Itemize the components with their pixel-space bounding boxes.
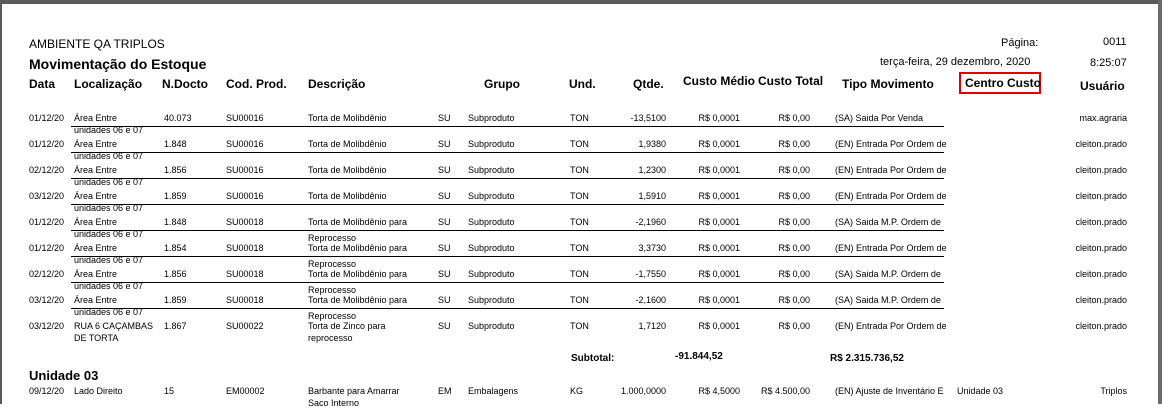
- cell-codprod: SU00018: [226, 217, 264, 227]
- cell-descricao-line2: Saco Interno: [308, 398, 360, 408]
- cell-custo-medio: R$ 0,0001: [698, 113, 740, 123]
- cell-custo-total: R$ 0,00: [778, 217, 810, 227]
- cell-localizacao-line2: unidades 06 e 07: [74, 281, 144, 291]
- cell-tipo-movimento: (EN) Entrada Por Ordem de: [835, 165, 947, 175]
- cell-usuario: cleiton.prado: [1075, 217, 1127, 227]
- page-number: 0011: [1103, 36, 1127, 48]
- cell-custo-medio: R$ 0,0001: [698, 269, 740, 279]
- cell-tipo-movimento: (EN) Ajuste de Inventário E: [835, 386, 944, 396]
- cell-qtde: -2,1960: [635, 217, 666, 227]
- cell-usuario: cleiton.prado: [1075, 295, 1127, 305]
- cell-tipo-movimento: (SA) Saida M.P. Ordem de: [835, 217, 941, 227]
- cell-localizacao: Área Entre: [74, 217, 118, 227]
- cell-data: 01/12/20: [29, 139, 65, 149]
- cell-tipo-movimento: (EN) Entrada Por Ordem de: [835, 243, 947, 253]
- cell-und: TON: [570, 217, 589, 227]
- cell-codprod: SU00018: [226, 295, 264, 305]
- cell-localizacao-line2: unidades 06 e 07: [74, 255, 144, 265]
- cell-qtde: -13,5100: [630, 113, 666, 123]
- cell-ndocto: 1.856: [164, 165, 187, 175]
- cell-descricao: Torta de Molibdênio para: [308, 243, 408, 253]
- cell-data: 02/12/20: [29, 165, 65, 175]
- cell-descricao: Torta de Molibdênio: [308, 113, 387, 123]
- company-name: AMBIENTE QA TRIPLOS: [29, 37, 165, 51]
- subtotal-total: R$ 2.315.736,52: [830, 353, 904, 364]
- cell-und: TON: [570, 295, 589, 305]
- cell-descricao-prev-line: Reprocesso: [308, 311, 357, 321]
- cell-localizacao-line2: DE TORTA: [74, 333, 119, 343]
- cell-und: TON: [570, 243, 589, 253]
- cell-unidade-grupo: SU: [438, 243, 451, 253]
- cell-custo-total: R$ 0,00: [778, 113, 810, 123]
- cell-descricao: Torta de Molibdênio: [308, 139, 387, 149]
- cell-descricao-prev-line: Reprocesso: [308, 285, 357, 295]
- cell-localizacao-line2: unidades 06 e 07: [74, 307, 144, 317]
- cell-tipo-movimento: (EN) Entrada Por Ordem de: [835, 191, 947, 201]
- subtotal-label: Subtotal:: [571, 353, 615, 364]
- cell-localizacao-line2: unidades 06 e 07: [74, 177, 144, 187]
- cell-usuario: cleiton.prado: [1075, 191, 1127, 201]
- cell-und: TON: [570, 269, 589, 279]
- cell-unidade-grupo: SU: [438, 139, 451, 149]
- cell-und: TON: [570, 321, 589, 331]
- cell-usuario: cleiton.prado: [1075, 243, 1127, 253]
- cell-grupo: Subproduto: [468, 191, 515, 201]
- col-header-qtde: Qtde.: [633, 77, 664, 91]
- cell-custo-total: R$ 0,00: [778, 321, 810, 331]
- cell-qtde: 1,2300: [638, 165, 666, 175]
- cell-grupo: Subproduto: [468, 113, 515, 123]
- report-time: 8:25:07: [1090, 57, 1127, 69]
- cell-unidade-grupo: SU: [438, 113, 451, 123]
- cell-grupo: Subproduto: [468, 321, 515, 331]
- cell-descricao-prev-line: Reprocesso: [308, 233, 357, 243]
- cell-unidade-grupo: SU: [438, 191, 451, 201]
- row-separator: [71, 152, 944, 153]
- col-header-centro-custo: Centro Custo: [965, 76, 1041, 90]
- cell-usuario: cleiton.prado: [1075, 165, 1127, 175]
- cell-custo-medio: R$ 0,0001: [698, 165, 740, 175]
- cell-descricao: Torta de Molibdênio para: [308, 295, 408, 305]
- cell-qtde: 3,3730: [638, 243, 666, 253]
- row-separator: [71, 126, 944, 127]
- cell-qtde: 1,7120: [638, 321, 666, 331]
- cell-codprod: SU00016: [226, 139, 264, 149]
- col-header-tipo-movimento: Tipo Movimento: [842, 77, 934, 91]
- row-separator: [71, 204, 944, 205]
- cell-data: 03/12/20: [29, 191, 65, 201]
- cell-custo-total: R$ 0,00: [778, 295, 810, 305]
- cell-custo-medio: R$ 4,5000: [698, 386, 740, 396]
- cell-ndocto: 1.856: [164, 269, 187, 279]
- col-header-custo-medio: Custo Médio: [683, 74, 755, 88]
- unit-section-title: Unidade 03: [29, 368, 99, 383]
- cell-ndocto: 1.859: [164, 191, 187, 201]
- row-separator: [71, 282, 944, 283]
- cell-custo-total: R$ 0,00: [778, 243, 810, 253]
- cell-tipo-movimento: (SA) Saida M.P. Ordem de: [835, 295, 941, 305]
- cell-codprod: SU00016: [226, 113, 264, 123]
- cell-unidade-grupo: SU: [438, 217, 451, 227]
- row-separator: [71, 308, 944, 309]
- cell-usuario: cleiton.prado: [1075, 321, 1127, 331]
- cell-data: 01/12/20: [29, 217, 65, 227]
- cell-unidade-grupo: SU: [438, 269, 451, 279]
- cell-unidade-grupo: EM: [438, 386, 452, 396]
- cell-localizacao: Área Entre: [74, 165, 118, 175]
- cell-localizacao: Área Entre: [74, 295, 118, 305]
- cell-qtde: 1.000,0000: [620, 386, 666, 396]
- cell-descricao-line2: reprocesso: [308, 333, 353, 343]
- cell-qtde: 1,9380: [638, 139, 666, 149]
- cell-und: TON: [570, 165, 589, 175]
- cell-grupo: Embalagens: [468, 386, 519, 396]
- cell-codprod: SU00018: [226, 269, 264, 279]
- cell-ndocto: 15: [164, 386, 175, 396]
- cell-unidade-grupo: SU: [438, 321, 451, 331]
- cell-usuario: Triplos: [1100, 386, 1127, 396]
- cell-data: 01/12/20: [29, 243, 65, 253]
- cell-ndocto: 1.848: [164, 139, 187, 149]
- cell-localizacao: Área Entre: [74, 191, 118, 201]
- cell-grupo: Subproduto: [468, 295, 515, 305]
- cell-localizacao-line2: unidades 06 e 07: [74, 151, 144, 161]
- cell-und: TON: [570, 139, 589, 149]
- cell-localizacao: Área Entre: [74, 113, 118, 123]
- page-border-top: [0, 0, 1162, 4]
- cell-codprod: EM00002: [226, 386, 265, 396]
- cell-codprod: SU00016: [226, 191, 264, 201]
- cell-descricao: Barbante para Amarrar: [308, 386, 400, 396]
- page-label: Página:: [1001, 37, 1039, 49]
- cell-localizacao: RUA 6 CAÇAMBAS: [74, 321, 154, 331]
- cell-data: 09/12/20: [29, 386, 65, 396]
- col-header-data: Data: [29, 77, 56, 91]
- cell-ndocto: 1.859: [164, 295, 187, 305]
- col-header-codprod: Cod. Prod.: [226, 77, 287, 91]
- cell-data: 02/12/20: [29, 269, 65, 279]
- subtotal-qtde: -91.844,52: [675, 351, 723, 362]
- col-header-descricao: Descrição: [308, 77, 366, 91]
- cell-custo-medio: R$ 0,0001: [698, 321, 740, 331]
- cell-codprod: SU00022: [226, 321, 264, 331]
- cell-custo-total: R$ 0,00: [778, 165, 810, 175]
- cell-und: KG: [570, 386, 584, 396]
- row-separator: [71, 230, 944, 231]
- col-header-und: Und.: [569, 77, 596, 91]
- cell-tipo-movimento: (SA) Saida Por Venda: [835, 113, 924, 123]
- page-border-right: [1158, 0, 1162, 404]
- report-date: terça-feira, 29 dezembro, 2020: [880, 56, 1031, 68]
- col-header-custo-total: Custo Total: [758, 74, 824, 88]
- cell-localizacao-line2: unidades 06 e 07: [74, 203, 144, 213]
- cell-unidade-grupo: SU: [438, 295, 451, 305]
- cell-custo-total: R$ 0,00: [778, 139, 810, 149]
- cell-grupo: Subproduto: [468, 165, 515, 175]
- col-header-localizacao: Localização: [74, 77, 143, 91]
- cell-custo-medio: R$ 0,0001: [698, 243, 740, 253]
- cell-localizacao: Área Entre: [74, 243, 118, 253]
- cell-descricao: Torta de Molibdênio: [308, 165, 387, 175]
- report-title: Movimentação do Estoque: [29, 56, 207, 72]
- cell-grupo: Subproduto: [468, 217, 515, 227]
- col-header-grupo: Grupo: [484, 77, 520, 91]
- cell-grupo: Subproduto: [468, 139, 515, 149]
- cell-codprod: SU00016: [226, 165, 264, 175]
- cell-centro-custo: Unidade 03: [957, 386, 1004, 396]
- cell-localizacao-line2: unidades 06 e 07: [74, 229, 144, 239]
- cell-qtde: -1,7550: [635, 269, 666, 279]
- col-header-ndocto: N.Docto: [162, 77, 208, 91]
- cell-ndocto: 1.848: [164, 217, 187, 227]
- cell-usuario: cleiton.prado: [1075, 269, 1127, 279]
- cell-localizacao: Área Entre: [74, 139, 118, 149]
- cell-und: TON: [570, 113, 589, 123]
- cell-tipo-movimento: (EN) Entrada Por Ordem de: [835, 321, 947, 331]
- cell-usuario: cleiton.prado: [1075, 139, 1127, 149]
- cell-descricao: Torta de Molibdênio para: [308, 217, 408, 227]
- cell-ndocto: 1.854: [164, 243, 187, 253]
- cell-qtde: 1,5910: [638, 191, 666, 201]
- cell-ndocto: 1.867: [164, 321, 187, 331]
- cell-grupo: Subproduto: [468, 269, 515, 279]
- cell-data: 01/12/20: [29, 113, 65, 123]
- cell-und: TON: [570, 191, 589, 201]
- cell-custo-medio: R$ 0,0001: [698, 295, 740, 305]
- col-header-usuario: Usuário: [1080, 79, 1125, 93]
- cell-ndocto: 40.073: [164, 113, 192, 123]
- cell-localizacao-line2: unidades 06 e 07: [74, 125, 144, 135]
- cell-grupo: Subproduto: [468, 243, 515, 253]
- cell-data: 03/12/20: [29, 321, 65, 331]
- cell-custo-total: R$ 4.500,00: [760, 386, 810, 396]
- row-separator: [71, 256, 944, 257]
- cell-custo-total: R$ 0,00: [778, 191, 810, 201]
- row-separator: [71, 178, 944, 179]
- cell-tipo-movimento: (SA) Saida M.P. Ordem de: [835, 269, 941, 279]
- page-border-left: [0, 0, 2, 404]
- cell-localizacao: Área Entre: [74, 269, 118, 279]
- cell-descricao-prev-line: Reprocesso: [308, 259, 357, 269]
- cell-descricao: Torta de Molibdênio para: [308, 269, 408, 279]
- cell-usuario: max.agraria: [1079, 113, 1127, 123]
- cell-unidade-grupo: SU: [438, 165, 451, 175]
- cell-localizacao: Lado Direito: [74, 386, 123, 396]
- cell-custo-total: R$ 0,00: [778, 269, 810, 279]
- cell-custo-medio: R$ 0,0001: [698, 217, 740, 227]
- cell-descricao: Torta de Zinco para: [308, 321, 386, 331]
- cell-qtde: -2,1600: [635, 295, 666, 305]
- cell-data: 03/12/20: [29, 295, 65, 305]
- cell-custo-medio: R$ 0,0001: [698, 139, 740, 149]
- cell-descricao: Torta de Molibdênio: [308, 191, 387, 201]
- cell-tipo-movimento: (EN) Entrada Por Ordem de: [835, 139, 947, 149]
- cell-custo-medio: R$ 0,0001: [698, 191, 740, 201]
- cell-codprod: SU00018: [226, 243, 264, 253]
